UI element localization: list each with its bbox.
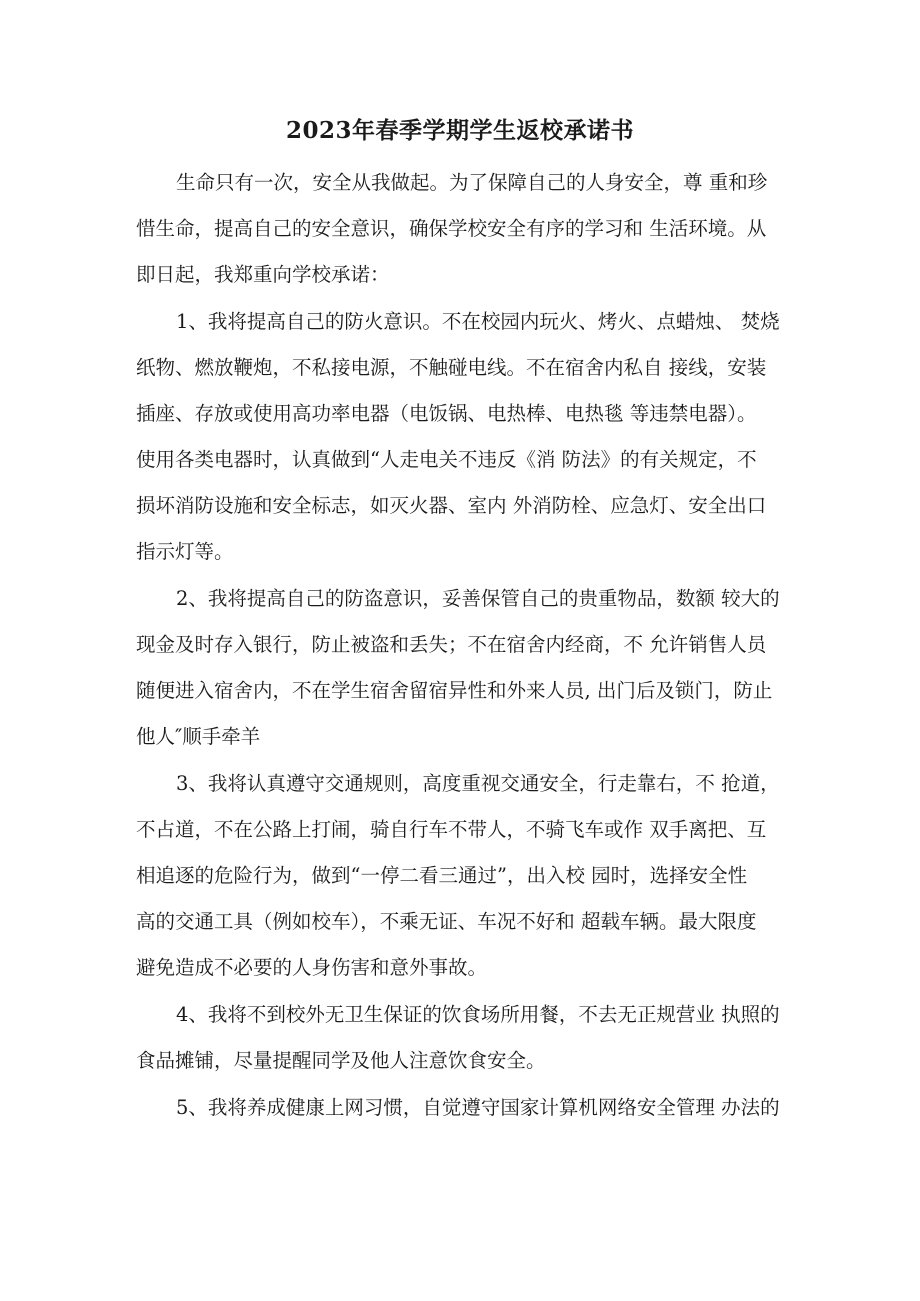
text-line: 相追逐的危险行为，做到“一停二看三通过”，出入校 园时，选择安全性 bbox=[136, 864, 748, 887]
text-line: 避免造成不必要的人身伤害和意外事故。 bbox=[136, 956, 488, 979]
text-line: 5、我将养成健康上网习惯，自觉遵守国家计算机网络安全管理 办法的 bbox=[176, 1096, 780, 1119]
text-line: 食品摊铺，尽量提醒同学及他人注意饮食安全。 bbox=[136, 1049, 546, 1072]
text-line: 指示灯等。 bbox=[136, 540, 234, 563]
text-line: 插座、存放或使用高功率电器（电饭锅、电热棒、电热毯 等违禁电器）。 bbox=[136, 402, 757, 425]
text-line: 2、我将提高自己的防盗意识，妥善保管自己的贵重物品，数额 较大的 bbox=[176, 587, 780, 610]
text-line: 高的交通工具（例如校车），不乘无证、车况不好和 超载车辆。最大限度 bbox=[136, 910, 757, 933]
text-line: 生命只有一次，安全从我做起。为了保障自己的人身安全，尊 重和珍 bbox=[176, 171, 768, 194]
text-line: 使用各类电器时，认真做到“人走电关不违反《消 防法》的有关规定，不 bbox=[136, 448, 757, 471]
text-line: 他人″顺手牵羊 bbox=[136, 725, 261, 748]
text-line: 随便进入宿舍内，不在学生宿舍留宿异性和外来人员, 出门后及锁门，防止 bbox=[136, 679, 773, 702]
text-line: 惜生命，提高自己的安全意识，确保学校安全有序的学习和 生活环境。从 bbox=[136, 217, 767, 240]
text-line: 不占道，不在公路上打闹，骑自行车不带人，不骑飞车或作 双手离把、互 bbox=[136, 818, 767, 841]
text-line: 4、我将不到校外无卫生保证的饮食场所用餐，不去无正规营业 执照的 bbox=[176, 1003, 780, 1026]
document-title: 2023年春季学期学生返校承诺书 bbox=[285, 117, 634, 144]
text-line: 即日起，我郑重向学校承诺： bbox=[136, 263, 390, 286]
text-line: 1、我将提高自己的防火意识。不在校园内玩火、烤火、点蜡烛、 焚烧 bbox=[176, 310, 780, 333]
text-line: 损坏消防设施和安全标志，如灭火器、室内 外消防栓、应急灯、安全出口 bbox=[136, 494, 767, 517]
text-line: 纸物、燃放鞭炮，不私接电源，不触碰电线。不在宿舍内私自 接线，安装 bbox=[136, 356, 767, 379]
text-line: 现金及时存入银行，防止被盗和丢失；不在宿舍内经商，不 允许销售人员 bbox=[136, 633, 767, 656]
text-line: 3、我将认真遵守交通规则，高度重视交通安全，行走靠右，不 抢道， bbox=[176, 772, 780, 795]
